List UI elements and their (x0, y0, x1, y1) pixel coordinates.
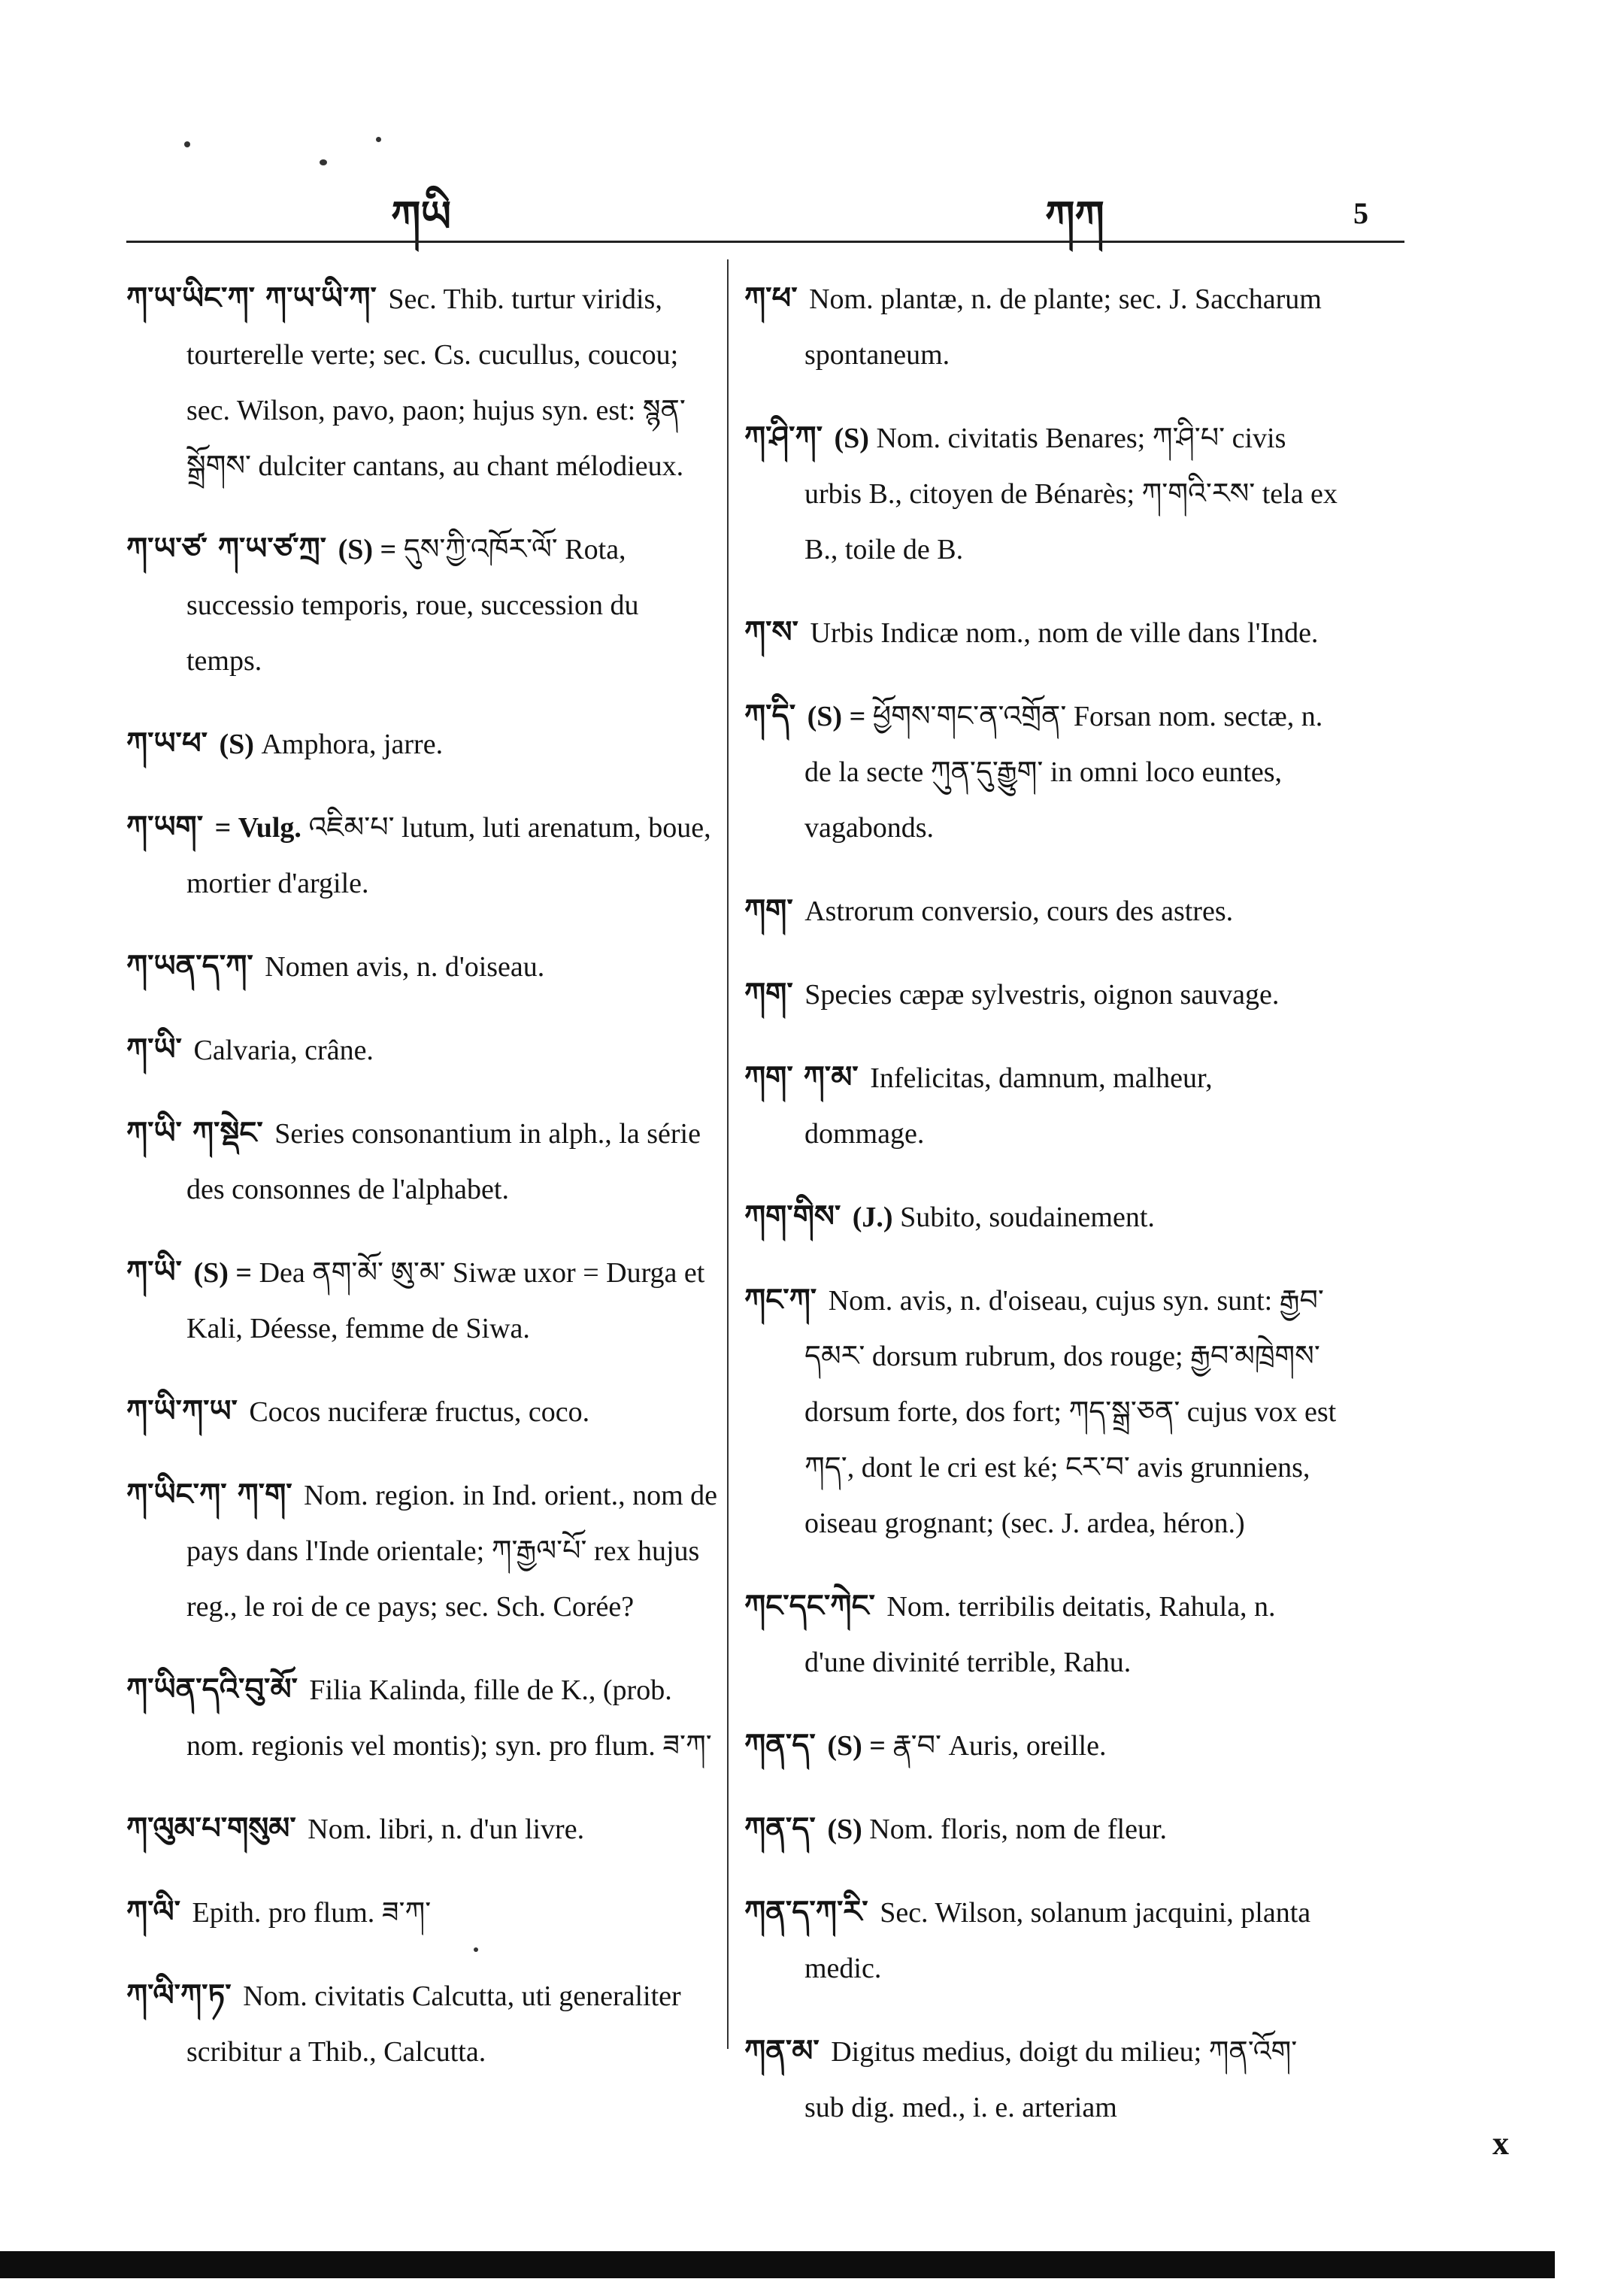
entry-definition: རྣ་བ་ Auris, oreille. (892, 1730, 1107, 1762)
dictionary-entry (126, 1662, 720, 1774)
entry-headword: ཀང་དང་ཀེང་ (744, 1589, 875, 1623)
dictionary-entry (744, 1884, 1338, 1996)
entry-marker: = Vulg. (214, 812, 301, 844)
dictionary-entry (744, 1189, 1338, 1245)
ink-speck (376, 137, 381, 142)
margin-mark: x (1492, 2125, 1509, 2162)
entry-definition: Amphora, jarre. (261, 729, 444, 760)
entry-headword: ཀག་ (744, 893, 793, 928)
dictionary-entry (744, 2023, 1338, 2135)
page-number: 5 (1353, 196, 1368, 230)
entry-headword: ཀ་ཡི་ ཀ་སྡེང་ (126, 1116, 263, 1150)
dictionary-entry (126, 1884, 720, 1941)
entry-definition: Cocos nuciferæ fructus, coco. (249, 1396, 590, 1428)
entry-definition: Digitus medius, doigt du milieu; ཀན་འོག་ sub dig. med., i. e. arteriam (804, 2036, 1298, 2123)
left-column (126, 271, 720, 2107)
dictionary-entry (126, 1968, 720, 2080)
entry-definition: Infelicitas, damnum, malheur, dommage. (804, 1062, 1213, 1150)
entry-definition: Nom. terribilis deitatis, Rahula, n. d'une divinité terrible, Rahu. (804, 1591, 1276, 1678)
dictionary-entry (126, 938, 720, 995)
entry-headword: ཀ་ཡི་ (126, 1032, 182, 1067)
dictionary-entry (744, 271, 1338, 383)
entry-headword: ཀ་ཡ་ཕ་ (126, 726, 208, 761)
entry-definition: Nom. civitatis Benares; ཀ་ཤི་པ་ civis urbis B., citoyen de Bénarès; ཀ་གའི་རས་ tela ex B., toile de B. (804, 423, 1338, 565)
dictionary-entry (744, 1272, 1338, 1551)
entry-marker: (S) (827, 1814, 862, 1845)
entry-marker: (S) = (807, 701, 866, 732)
entry-headword: ཀ་ཡ་ཡིང་ཀ་ ཀ་ཡ་ཡི་ཀ་ (126, 281, 377, 316)
entry-definition: Nom. libri, n. d'un livre. (308, 1814, 585, 1845)
entry-definition: དུས་ཀྱི་འཁོར་ལོ་ Rota, successio temporis, roue, succession du temps. (186, 534, 639, 677)
entry-headword: ཀག་ (744, 977, 793, 1011)
entry-definition: Nom. plantæ, n. de plante; sec. J. Saccharum spontaneum. (804, 283, 1322, 371)
entry-headword: ཀག་ ཀ་མ་ (744, 1060, 859, 1095)
entry-headword: ཀ་ཤི་ཀ་ (744, 420, 823, 455)
entry-definition: Sec. Thib. turtur viridis, tourterelle verte; sec. Cs. cucullus, coucou; sec. Wilson, pavo, paon; hujus syn. est: སྙན་སྒྲོགས་ dulciter cantans, au chant mélodieux. (186, 283, 686, 482)
entry-definition: Nomen avis, n. d'oiseau. (265, 951, 545, 983)
entry-definition: འཇིམ་པ་ lutum, luti arenatum, boue, mortier d'argile. (186, 812, 711, 899)
entry-headword: ཀ་ཡིན་དའི་བུ་མོ་ (126, 1672, 298, 1707)
dictionary-entry (126, 521, 720, 689)
entry-headword: ཀ་ཡ་ཙ་ ཀ་ཡ་ཙ་ཀྲ་ (126, 532, 327, 566)
column-separator (727, 259, 729, 2049)
ink-speck (320, 159, 327, 165)
dictionary-entry (744, 966, 1338, 1023)
dictionary-entry (744, 1578, 1338, 1690)
entry-headword: ཀ་ཡག་ (126, 810, 204, 844)
entry-headword: ཀ་ཡན་ད་ཀ་ (126, 949, 253, 983)
dictionary-entry (744, 410, 1338, 577)
entry-headword: ཀ་ལི་ཀ་ཏ་ (126, 1978, 232, 2013)
dictionary-entry (126, 1383, 720, 1440)
entry-definition: ཕྱོགས་གང་ན་འགྲོན་ Forsan nom. sectæ, n. de la secte ཀུན་དུ་རྒྱུག་ in omni loco euntes, vagabonds. (804, 701, 1323, 844)
dictionary-entry (126, 1801, 720, 1857)
entry-marker: (S) = (193, 1257, 253, 1289)
entry-headword: ཀ་ས་ (744, 615, 798, 650)
entry-definition: Urbis Indicæ nom., nom de ville dans l'Inde. (810, 617, 1319, 649)
ink-speck (474, 1947, 478, 1952)
entry-headword: ཀན་ད་ (744, 1728, 816, 1762)
dictionary-entry (126, 1467, 720, 1635)
entry-definition: Filia Kalinda, fille de K., (prob. nom. regionis vel montis); syn. pro flum. ཟ་ཀ་ (186, 1674, 712, 1762)
dictionary-entry (126, 1244, 720, 1356)
entry-definition: Nom. avis, n. d'oiseau, cujus syn. sunt: རྒྱབ་དམར་ dorsum rubrum, dos rouge; རྒྱབ་མཁྲེགས་ dorsum forte, dos fort; ཀད་སྒྲ་ཅན་ cujus vox est ཀད་, dont le cri est ké; ངར་བ་ avis grunniens, oiseau grognant; (sec. J. ardea, héron.) (804, 1285, 1337, 1539)
entry-definition: Series consonantium in alph., la série des consonnes de l'alphabet. (186, 1118, 701, 1205)
dictionary-entry (126, 799, 720, 911)
entry-headword: ཀ་ལུམ་པ་གསུམ་ (126, 1811, 296, 1846)
entry-headword: ཀ་ཡི་ཀ་ཡ་ (126, 1394, 238, 1429)
entry-marker: (S) = (338, 534, 397, 565)
entry-definition: Subito, soudainement. (900, 1202, 1155, 1233)
running-head-left: ཀཡི (391, 194, 452, 241)
ink-speck (184, 141, 190, 147)
entry-definition: Calvaria, crâne. (193, 1035, 374, 1066)
entry-definition: Species cæpæ sylvestris, oignon sauvage. (804, 979, 1280, 1011)
dictionary-entry (744, 688, 1338, 856)
dictionary-entry (126, 1022, 720, 1078)
entry-headword: ཀ་དི་ (744, 699, 796, 733)
entry-headword: ཀ་ཡི་ (126, 1255, 182, 1289)
entry-marker: (S) (219, 729, 254, 760)
entry-definition: Dea ནག་མོ་ ཨུ་མ་ Siwæ uxor = Durga et Kali, Déesse, femme de Siwa. (186, 1257, 705, 1344)
entry-headword: ཀན་མ་ (744, 2034, 820, 2068)
dictionary-entry (744, 1050, 1338, 1162)
header-rule (126, 241, 1404, 243)
entry-headword: ཀང་ཀ་ (744, 1283, 817, 1317)
running-head-right: ཀཀ (1045, 194, 1104, 241)
entry-definition: Astrorum conversio, cours des astres. (804, 896, 1234, 927)
entry-definition: Nom. region. in Ind. orient., nom de pays dans l'Inde orientale; ཀ་རྒྱལ་པོ་ rex hujus reg., le roi de ce pays; sec. Sch. Corée? (186, 1480, 718, 1623)
entry-marker: (S) = (827, 1730, 886, 1762)
entry-headword: ཀག་གིས་ (744, 1199, 841, 1234)
entry-marker: (S) (834, 423, 869, 454)
entry-definition: Sec. Wilson, solanum jacquini, planta medic. (804, 1897, 1311, 1984)
scan-edge-bar (0, 2251, 1555, 2278)
dictionary-entry (744, 605, 1338, 661)
entry-definition: Nom. floris, nom de fleur. (869, 1814, 1168, 1845)
entry-definition: Epith. pro flum. ཟ་ཀ་ (192, 1897, 432, 1929)
dictionary-entry (126, 716, 720, 772)
dictionary-entry (744, 1717, 1338, 1774)
entry-headword: ཀ་ཕ་ (744, 281, 798, 316)
entry-marker: (J.) (852, 1202, 893, 1233)
dictionary-entry (126, 1105, 720, 1217)
entry-definition: Nom. civitatis Calcutta, uti generaliter scribitur a Thib., Calcutta. (186, 1980, 681, 2068)
entry-headword: ཀན་ད་ཀ་རི་ (744, 1895, 868, 1929)
right-column (744, 271, 1338, 2162)
entry-headword: ཀ་ཡིང་ཀ་ ཀ་ག་ (126, 1477, 292, 1512)
entry-headword: ཀན་ད་ (744, 1811, 816, 1846)
dictionary-entry (744, 883, 1338, 939)
dictionary-entry (126, 271, 720, 494)
dictionary-entry (744, 1801, 1338, 1857)
entry-headword: ཀ་ལི་ (126, 1895, 180, 1929)
